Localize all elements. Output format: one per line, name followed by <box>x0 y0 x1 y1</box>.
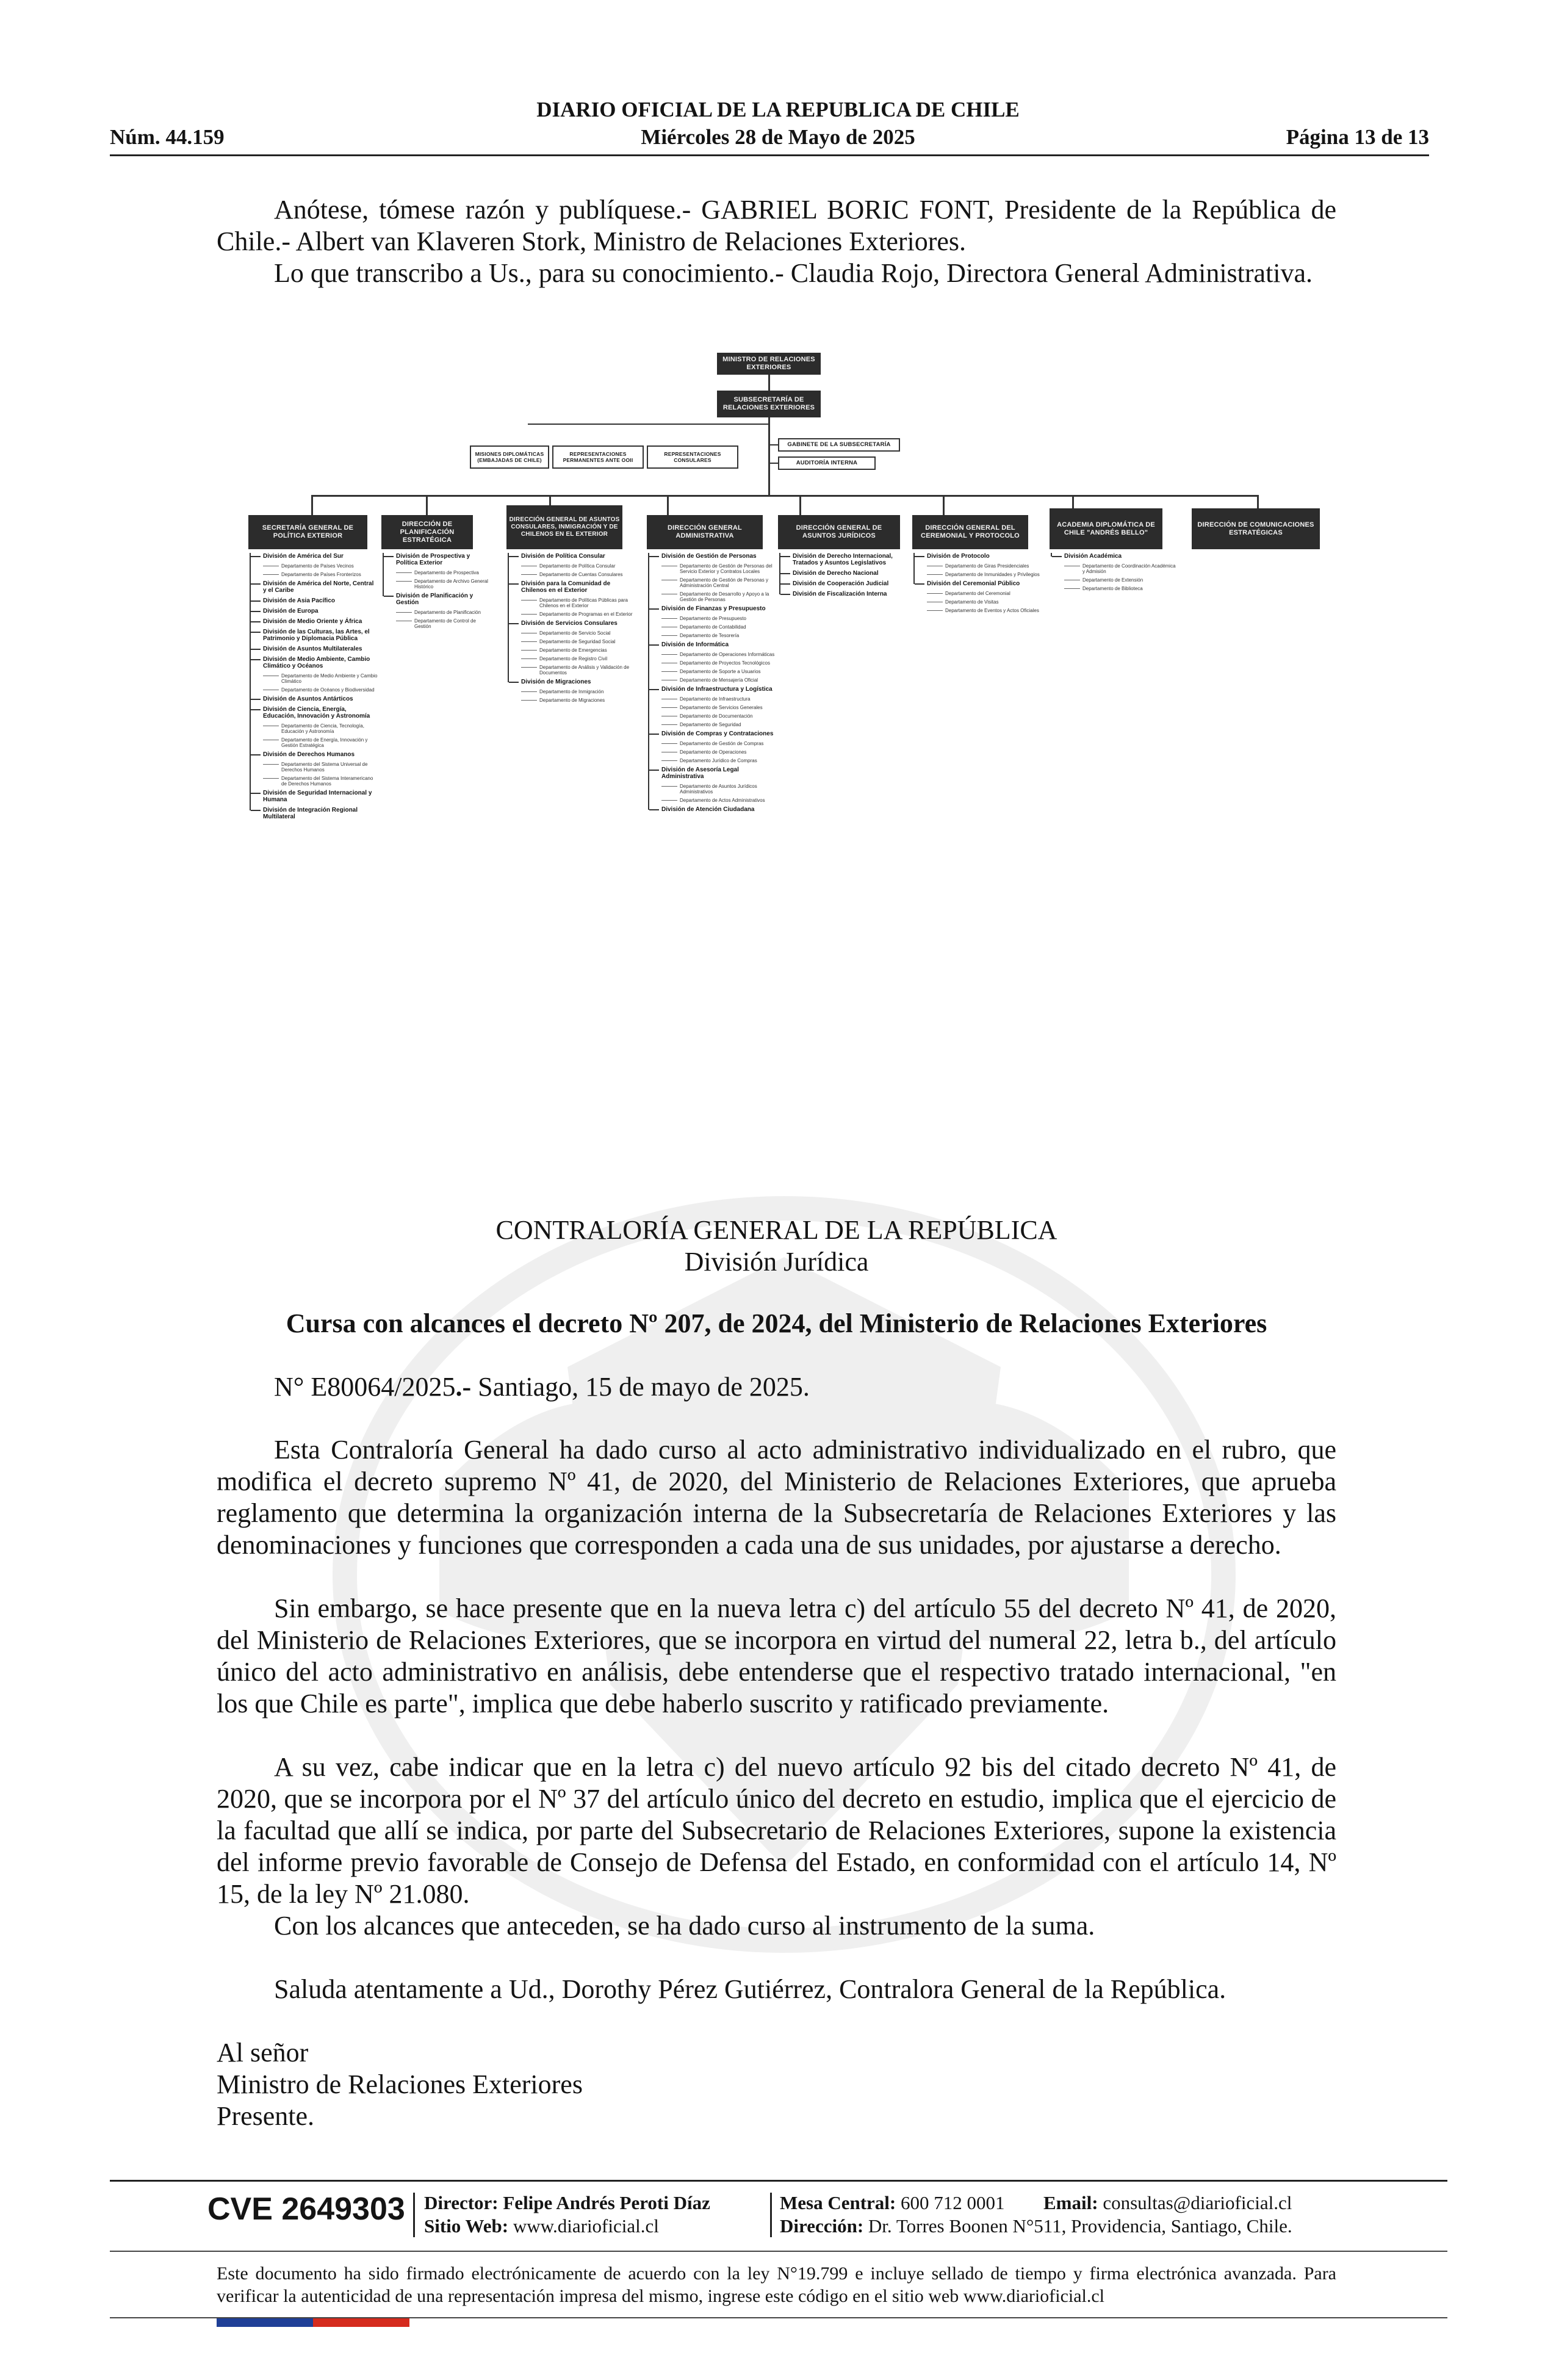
paragraph-1: Esta Contraloría General ha dado curso al acto administrativo individualizado en el rubro, que modifica el decreto supremo Nº 41, de 2020, del Ministerio de Relaciones Exteriores, que aprueba reglamento que determina la organización interna de la Subsecretaría de Relaciones Exteriores y las denominaciones y funciones que corresponden a cada una de sus unidades, por ajustarse a derecho. <box>217 1435 1336 1560</box>
issue-date: Miércoles 28 de Mayo de 2025 <box>641 125 915 149</box>
org-division: División de las Culturas, las Artes, el Patrimonio y Diplomacia Pública <box>250 629 378 642</box>
org-department: Departamento de Giras Presidenciales <box>913 563 1042 569</box>
footer-director <box>424 2192 710 2214</box>
org-department: Departamento de Gestión de Personas y Administración Central <box>648 577 776 588</box>
org-box-minister: MINISTRO DE RELACIONES EXTERIORES <box>717 353 821 375</box>
org-department: Departamento de Medio Ambiente y Cambio Climático <box>250 673 378 684</box>
org-box-subsecretaria: SUBSECRETARÍA DE RELACIONES EXTERIORES <box>717 391 821 417</box>
org-department: Departamento de Emergencias <box>508 647 636 653</box>
contraloria-division: División Jurídica <box>684 1247 869 1277</box>
reference-line <box>217 1371 1336 1403</box>
org-division: División de Seguridad Internacional y Humana <box>250 790 378 803</box>
org-division: División de Ciencia, Energía, Educación, Innovación y Astronomía <box>250 706 378 719</box>
org-department: Departamento de Ciencia, Tecnología, Educación y Astronomía <box>250 723 378 734</box>
org-department: Departamento de Soporte a Usuarios <box>648 669 776 674</box>
org-division: División de Medio Oriente y África <box>250 618 378 625</box>
org-division: División de Atención Ciudadana <box>648 806 776 813</box>
recipient-line-2: Ministro de Relaciones Exteriores <box>217 2069 583 2099</box>
publication-title: DIARIO OFICIAL DE LA REPUBLICA DE CHILE <box>536 98 1020 121</box>
transcription-paragraph: Lo que transcribo a Us., para su conocimiento.- Claudia Rojo, Directora General Administrativa. <box>274 258 1313 288</box>
mesa-label: Mesa Central: <box>780 2192 896 2213</box>
legal-notice: Este documento ha sido firmado electrónicamente de acuerdo con la ley N°19.799 e incluye sellado de tiempo y firma electrónica avanzada. Para verificar la autenticidad de una representación impresa del mismo, ingrese este código en el sitio web www.diarioficial.cl <box>217 2263 1336 2306</box>
footer-address <box>780 2215 1292 2237</box>
email-link[interactable]: consultas@diarioficial.cl <box>1103 2192 1292 2213</box>
reference-separator: .- <box>455 1372 472 1402</box>
org-department: Departamento de Infraestructura <box>648 696 776 702</box>
address-text: Dr. Torres Boonen N°511, Providencia, Santiago, Chile. <box>868 2215 1292 2237</box>
paragraph-3: A su vez, cabe indicar que en la letra c) del nuevo artículo 92 bis del citado decreto Nº 41, de 2020, que se incorpora por el Nº 37 del artículo único del decreto en estudio, implica que el ejercicio de la facultad que allí se indica, por parte del Subsecretario de Relaciones Exteriores, supone la existencia del informe previo favorable de Consejo de Defensa del Estado, en conformidad con el artículo 14, Nº 15, de la ley Nº 21.080. <box>217 1752 1336 1909</box>
issue-number: Núm. 44.159 <box>110 125 225 149</box>
org-box-misiones: MISIONES DIPLOMÁTICAS (EMBAJADAS DE CHILE) <box>470 445 549 469</box>
org-department: Departamento del Ceremonial <box>913 591 1042 596</box>
org-column-2 <box>383 553 492 632</box>
recipient-line-3: Presente. <box>217 2101 315 2131</box>
org-department: Departamento de Operaciones Informáticas <box>648 652 776 657</box>
org-division: División de Protocolo <box>913 553 1042 560</box>
org-box-direction-8: DIRECCIÓN DE COMUNICACIONES ESTRATÉGICAS <box>1192 508 1320 549</box>
address-label: Dirección: <box>780 2215 864 2237</box>
org-connector <box>311 495 1257 497</box>
website-label: Sitio Web: <box>424 2215 509 2237</box>
org-box-representaciones-consulares: REPRESENTACIONES CONSULARES <box>647 445 738 469</box>
director-label: Director: <box>424 2192 499 2213</box>
org-department: Departamento de Desarrollo y Apoyo a la Gestión de Personas <box>648 591 776 602</box>
org-division: División de Asia Pacífico <box>250 597 378 604</box>
email-label: Email: <box>1043 2192 1098 2213</box>
org-department: Departamento de Proyectos Tecnológicos <box>648 660 776 666</box>
org-department: Departamento de Contabilidad <box>648 624 776 630</box>
org-department: Departamento de Océanos y Biodiversidad <box>250 687 378 693</box>
flag-bar-blue <box>217 2318 313 2327</box>
org-division: División de Cooperación Judicial <box>779 580 907 587</box>
org-connector <box>768 417 770 496</box>
paragraph-4: Con los alcances que anteceden, se ha dado curso al instrumento de la suma. <box>274 1911 1095 1941</box>
org-division: División de Europa <box>250 608 378 615</box>
org-connector <box>769 444 778 445</box>
org-division: División de Derechos Humanos <box>250 751 378 758</box>
org-box-direction-4: DIRECCIÓN GENERAL ADMINISTRATIVA <box>647 515 763 549</box>
org-department: Departamento de Extensión <box>1051 577 1179 583</box>
org-department: Departamento de Asuntos Jurídicos Administrativos <box>648 784 776 795</box>
org-department: Departamento de Inmunidades y Privilegios <box>913 572 1042 577</box>
org-department: Departamento Jurídico de Compras <box>648 758 776 763</box>
org-department: Departamento de Tesorería <box>648 633 776 638</box>
org-department: Departamento de Archivo General Histórico <box>383 579 492 590</box>
cve-code: CVE 2649303 <box>207 2191 405 2227</box>
org-department: Departamento del Sistema Interamericano de Derechos Humanos <box>250 776 378 787</box>
org-department: Departamento de Operaciones <box>648 749 776 755</box>
org-department: Departamento de Mensajería Oficial <box>648 677 776 683</box>
org-box-direction-5: DIRECCIÓN GENERAL DE ASUNTOS JURÍDICOS <box>778 515 900 549</box>
org-division: División de Derecho Nacional <box>779 570 907 577</box>
org-division: División de Derecho Internacional, Tratados y Asuntos Legislativos <box>779 553 907 566</box>
org-division: División de Política Consular <box>508 553 636 560</box>
org-department: Departamento de Control de Gestión <box>383 618 492 629</box>
org-connector <box>528 424 769 425</box>
salutation: Saluda atentamente a Ud., Dorothy Pérez Gutiérrez, Contralora General de la República. <box>274 1974 1226 2004</box>
org-division: División de Compras y Contrataciones <box>648 730 776 737</box>
org-chart <box>235 353 1327 1177</box>
org-column-1 <box>250 553 378 824</box>
org-division: División del Ceremonial Público <box>913 580 1042 587</box>
org-department: Departamento de Documentación <box>648 713 776 719</box>
mesa-phone: 600 712 0001 <box>901 2192 1005 2213</box>
org-box-direction-1: SECRETARÍA GENERAL DE POLÍTICA EXTERIOR <box>248 515 367 549</box>
org-column-4 <box>648 553 776 817</box>
org-department: Departamento de Seguridad <box>648 722 776 727</box>
org-department: Departamento de Seguridad Social <box>508 639 636 644</box>
org-division: División de Finanzas y Presupuesto <box>648 605 776 612</box>
org-box-direction-6: DIRECCIÓN GENERAL DEL CEREMONIAL Y PROTOCOLO <box>912 515 1028 549</box>
org-department: Departamento de Visitas <box>913 599 1042 605</box>
org-box-representaciones-ooii: REPRESENTACIONES PERMANENTES ANTE OOII <box>552 445 644 469</box>
org-department: Departamento de Políticas Públicas para Chilenos en el Exterior <box>508 597 636 608</box>
org-division: División de Servicios Consulares <box>508 620 636 627</box>
org-box-gabinete: GABINETE DE LA SUBSECRETARÍA <box>778 438 900 452</box>
org-division: División de Gestión de Personas <box>648 553 776 560</box>
header-rule <box>110 154 1429 156</box>
paragraph-2: Sin embargo, se hace presente que en la nueva letra c) del artículo 55 del decreto Nº 41, de 2020, del Ministerio de Relaciones Exteriores, que se incorpora en virtud del numeral 22, letra b., del artículo único del acto administrativo en análisis, debe entenderse que el respectivo tratado internacional, "en los que Chile es parte", implica que debe haberlo suscrito y ratificado previamente. <box>217 1593 1336 1718</box>
org-connector <box>667 495 669 515</box>
org-department: Departamento de Servicio Social <box>508 630 636 636</box>
org-box-auditoria: AUDITORÍA INTERNA <box>778 456 876 470</box>
org-box-direction-2: DIRECCIÓN DE PLANIFICACIÓN ESTRATÉGICA <box>381 515 473 549</box>
org-department: Departamento de Política Consular <box>508 563 636 569</box>
org-division: División de Informática <box>648 641 776 648</box>
org-division: División para la Comunidad de Chilenos en el Exterior <box>508 580 636 594</box>
org-department: Departamento de Migraciones <box>508 698 636 703</box>
org-division: División de Prospectiva y Política Exterior <box>383 553 492 566</box>
director-name: Felipe Andrés Peroti Díaz <box>503 2192 710 2213</box>
page-number: Página 13 de 13 <box>1286 125 1429 149</box>
org-department: Departamento de Servicios Generales <box>648 705 776 710</box>
org-connector <box>799 495 801 515</box>
org-department: Departamento de Inmigración <box>508 689 636 694</box>
org-connector <box>311 495 313 515</box>
org-division: División Académica <box>1051 553 1179 560</box>
org-division: División de Fiscalización Interna <box>779 591 907 597</box>
decree-heading: Cursa con alcances el decreto Nº 207, de 2024, del Ministerio de Relaciones Exteriores <box>286 1308 1267 1338</box>
closing-paragraph: Anótese, tómese razón y publíquese.- GABRIEL BORIC FONT, Presidente de la República de Chile.- Albert van Klaveren Stork, Ministro de Relaciones Exteriores. <box>217 195 1336 256</box>
org-division: División de América del Sur <box>250 553 378 560</box>
org-division: División de Planificación y Gestión <box>383 593 492 606</box>
org-department: Departamento de Biblioteca <box>1051 586 1179 591</box>
org-department: Departamento de Programas en el Exterior <box>508 611 636 617</box>
org-department: Departamento de Análisis y Validación de Documentos <box>508 665 636 676</box>
reference-place-date: Santiago, 15 de mayo de 2025. <box>471 1372 810 1402</box>
org-division: División de Integración Regional Multilateral <box>250 807 378 820</box>
org-division: División de Asesoría Legal Administrativa <box>648 766 776 780</box>
recipient-line-1: Al señor <box>217 2038 309 2068</box>
footer-email <box>1043 2192 1292 2214</box>
org-department: Departamento de Gestión de Personas del Servicio Exterior y Contratos Locales <box>648 563 776 574</box>
org-department: Departamento de Energía, Innovación y Gestión Estratégica <box>250 737 378 748</box>
org-department: Departamento de Eventos y Actos Oficiales <box>913 608 1042 613</box>
org-department: Departamento de Actos Administrativos <box>648 798 776 803</box>
org-column-7 <box>1051 553 1179 594</box>
footer-rule <box>110 2251 1447 2252</box>
org-department: Departamento de Gestión de Compras <box>648 741 776 746</box>
org-division: División de Infraestructura y Logística <box>648 686 776 693</box>
reference-number: N° E80064/2025 <box>274 1372 456 1402</box>
org-box-direction-7: ACADEMIA DIPLOMÁTICA DE CHILE "ANDRÉS BELLO" <box>1050 508 1162 549</box>
footer-rule <box>110 2180 1447 2182</box>
flag-bar-red <box>313 2318 409 2327</box>
org-connector <box>769 463 778 464</box>
org-division: División de Asuntos Antárticos <box>250 696 378 702</box>
contraloria-title: CONTRALORÍA GENERAL DE LA REPÚBLICA <box>495 1215 1057 1245</box>
org-division: División de América del Norte, Central y el Caribe <box>250 580 378 594</box>
org-department: Departamento de Coordinación Académica y Admisión <box>1051 563 1179 574</box>
footer-separator <box>413 2193 415 2237</box>
org-department: Departamento de Planificación <box>383 610 492 615</box>
org-division: División de Migraciones <box>508 679 636 685</box>
org-department: Departamento de Cuentas Consulares <box>508 572 636 577</box>
footer-separator <box>770 2193 772 2237</box>
footer-mesa-central <box>780 2192 1005 2214</box>
org-department: Departamento de Países Fronterizos <box>250 572 378 577</box>
org-department: Departamento de Prospectiva <box>383 570 492 575</box>
org-column-3 <box>508 553 636 706</box>
footer-website <box>424 2215 659 2237</box>
org-division: División de Asuntos Multilaterales <box>250 646 378 652</box>
org-column-6 <box>913 553 1042 616</box>
org-department: Departamento del Sistema Universal de Derechos Humanos <box>250 762 378 773</box>
org-department: Departamento de Presupuesto <box>648 616 776 621</box>
org-column-5 <box>779 553 907 601</box>
website-link[interactable]: www.diarioficial.cl <box>513 2215 659 2237</box>
org-connector <box>943 495 945 515</box>
org-department: Departamento de Registro Civil <box>508 656 636 662</box>
org-box-direction-3: DIRECCIÓN GENERAL DE ASUNTOS CONSULARES, INMIGRACIÓN Y DE CHILENOS EN EL EXTERIOR <box>506 505 622 549</box>
org-division: División de Medio Ambiente, Cambio Climático y Océanos <box>250 656 378 669</box>
org-connector <box>426 495 428 515</box>
org-department: Departamento de Países Vecinos <box>250 563 378 569</box>
